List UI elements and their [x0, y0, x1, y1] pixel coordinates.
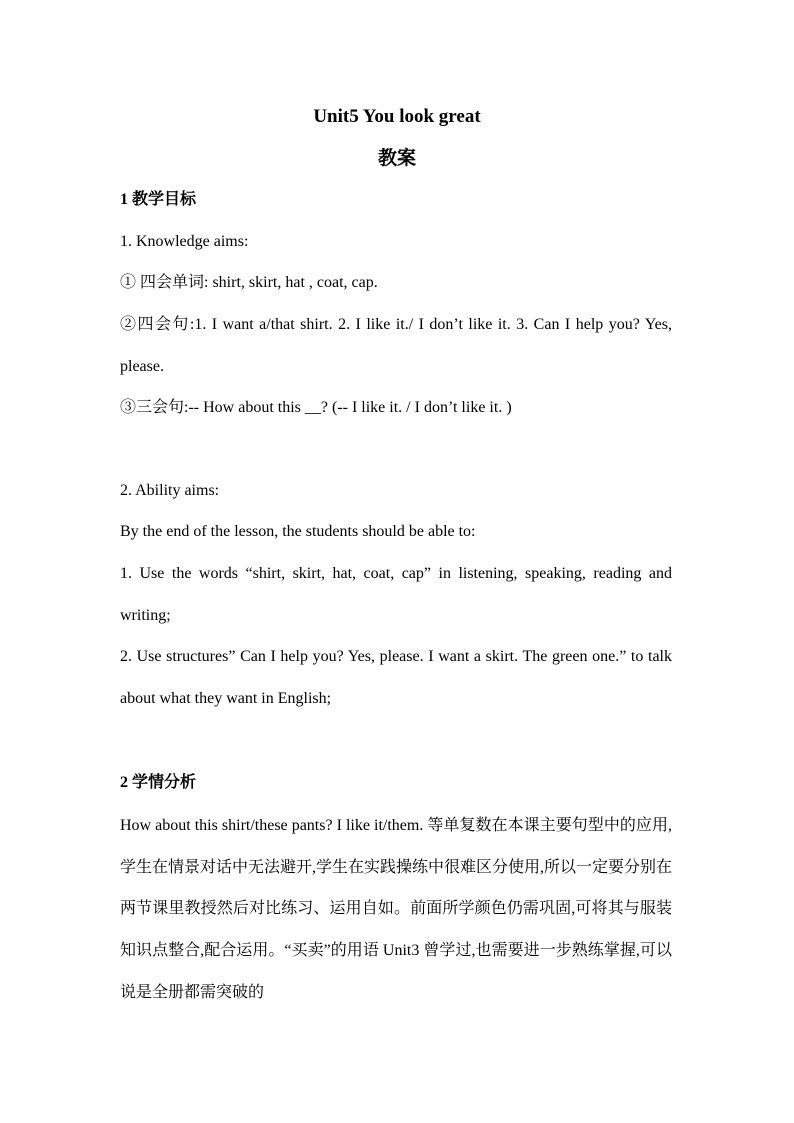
knowledge-aims-heading: 1. Knowledge aims: — [120, 233, 249, 250]
document-subtitle: 教案 — [377, 148, 416, 169]
knowledge-item-words: ① 四会单词: shirt, skirt, hat , coat, cap. — [120, 274, 378, 291]
section-heading-analysis: 2 学情分析 — [120, 774, 197, 791]
section-heading-objectives: 1 教学目标 — [120, 191, 197, 208]
ability-item-words: 1. Use the words “shirt, skirt, hat, coat, cap” in listening, speaking, reading and writing; — [120, 565, 672, 624]
knowledge-item-phrases: ③三会句:-- How about this __? (-- I like it. / I don’t like it. ) — [120, 399, 512, 416]
ability-aims-heading: 2. Ability aims: — [120, 482, 220, 499]
ability-aims-intro: By the end of the lesson, the students should be able to: — [120, 523, 476, 540]
analysis-paragraph: How about this shirt/these pants? I like it/them. 等单复数在本课主要句型中的应用,学生在情景对话中无法避开,学生在实践操练中很难区分使用,所以一定要分别在两节课里教授然后对比练习、运用自如。前面所学颜色仍需巩固,可将其与服装知识点整合,配合运用。“买卖”的用语 Unit3 曾学过,也需要进一步熟练掌握,可以说是全册都需突破的 — [120, 817, 673, 1001]
ability-item-structures: 2. Use structures” Can I help you? Yes, please. I want a skirt. The green one.” to talk about what they want in English; — [120, 648, 672, 707]
knowledge-item-sentences: ②四会句:1. I want a/that shirt. 2. I like it./ I don’t like it. 3. Can I help you? Yes, please. — [120, 316, 672, 375]
document-title: Unit5 You look great — [313, 106, 481, 127]
